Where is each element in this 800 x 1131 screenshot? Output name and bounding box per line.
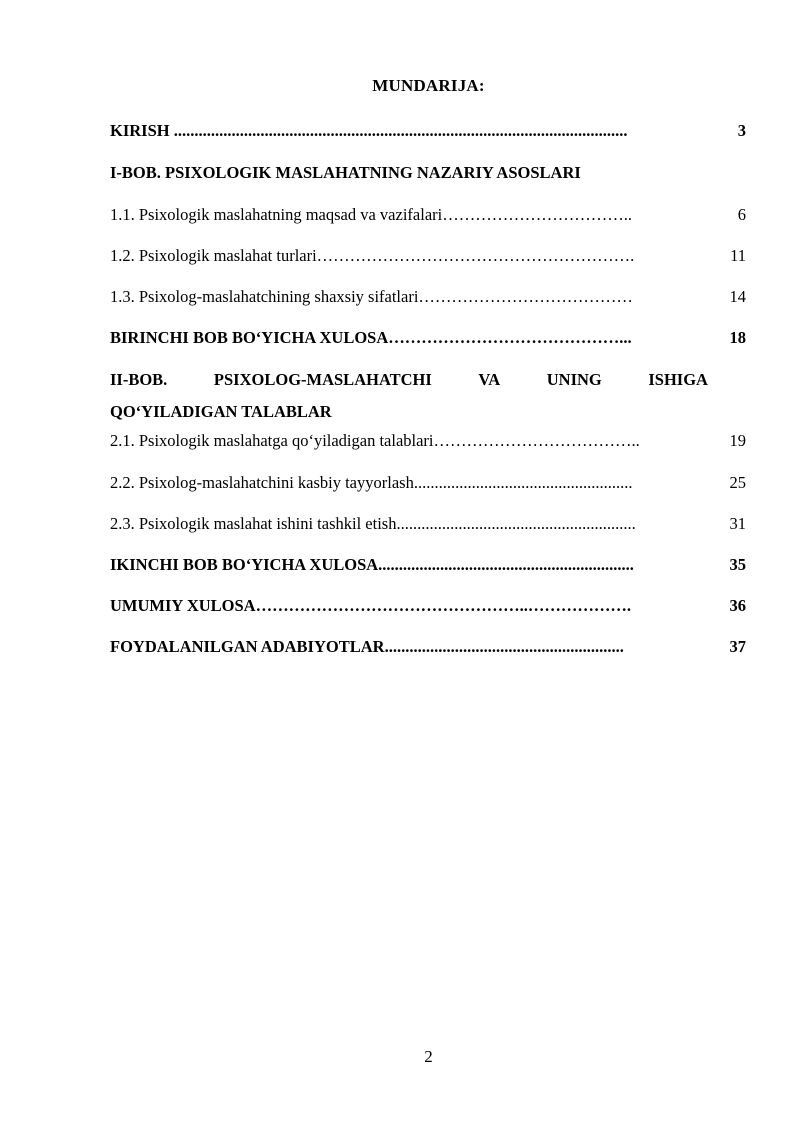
- toc-entry-text: 2.3. Psixologik maslahat ishini tashkil etish..........................................................: [110, 514, 636, 533]
- toc-page-number: 36: [729, 596, 746, 615]
- toc-page-number: 18: [729, 328, 746, 347]
- toc-entry-text: KIRISH ..............................................................................................................: [110, 121, 628, 140]
- toc-entry-2-3: [110, 513, 746, 535]
- toc-entry-chapter-2-conclusion: [110, 554, 746, 576]
- toc-entry-2-2: [110, 472, 746, 494]
- toc-page-number: 14: [729, 287, 746, 306]
- toc-chapter-1-heading: I-BOB. PSIXOLOGIK MASLAHATNING NAZARIY ASOSLARI: [110, 163, 581, 182]
- toc-entry-1-2: [110, 245, 746, 267]
- toc-chapter-2-heading-line-1: [110, 369, 708, 391]
- toc-entry-1-1: [110, 204, 746, 226]
- toc-entry-text: 1.3. Psixolog-maslahatchining shaxsiy sifatlari…………………………………: [110, 287, 633, 306]
- toc-page-number: 3: [737, 121, 746, 140]
- toc-page-number: 19: [729, 431, 746, 450]
- toc-entry-text: 2.1. Psixologik maslahatga qo‘yiladigan talablari………………………………..: [110, 431, 640, 450]
- toc-page-number: 37: [729, 637, 746, 656]
- toc-entry-kirish: [110, 120, 746, 142]
- toc-page-number: 6: [737, 205, 746, 224]
- toc-page-number: 35: [729, 555, 746, 574]
- toc-entry-text: 2.2. Psixolog-maslahatchini kasbiy tayyorlash.....................................................: [110, 473, 633, 492]
- heading-word: PSIXOLOG-MASLAHATCHI: [213, 370, 432, 389]
- heading-word: II-BOB.: [110, 370, 168, 389]
- toc-entry-text: BIRINCHI BOB BO‘YICHA XULOSA……………………………………...: [110, 328, 632, 347]
- toc-entry-general-conclusion: [110, 595, 746, 617]
- heading-word: ISHIGA: [648, 370, 708, 389]
- toc-page-number: 25: [729, 473, 746, 492]
- heading-word: VA: [478, 370, 501, 389]
- toc-page-number: 11: [730, 246, 746, 265]
- toc-page-number: 31: [729, 514, 746, 533]
- page-title: MUNDARIJA:: [372, 76, 485, 95]
- footer-page-number: 2: [424, 1047, 433, 1066]
- toc-entry-references: [110, 636, 746, 658]
- toc-entry-text: FOYDALANILGAN ADABIYOTLAR..........................................................: [110, 637, 624, 656]
- toc-entry-text: 1.1. Psixologik maslahatning maqsad va vazifalari……………………………..: [110, 205, 632, 224]
- toc-entry-text: IKINCHI BOB BO‘YICHA XULOSA..............................................................: [110, 555, 634, 574]
- toc-entry-2-1: [110, 430, 746, 452]
- toc-chapter-2-heading-line-2: QO‘YILADIGAN TALABLAR: [110, 402, 332, 421]
- toc-entry-text: 1.2. Psixologik maslahat turlari………………………………………………….: [110, 246, 635, 265]
- toc-entry-text: UMUMIY XULOSA…………………………………………..……………….: [110, 596, 631, 615]
- toc-entry-chapter-1-conclusion: [110, 327, 746, 349]
- toc-entry-1-3: [110, 286, 746, 308]
- heading-word: UNING: [546, 370, 602, 389]
